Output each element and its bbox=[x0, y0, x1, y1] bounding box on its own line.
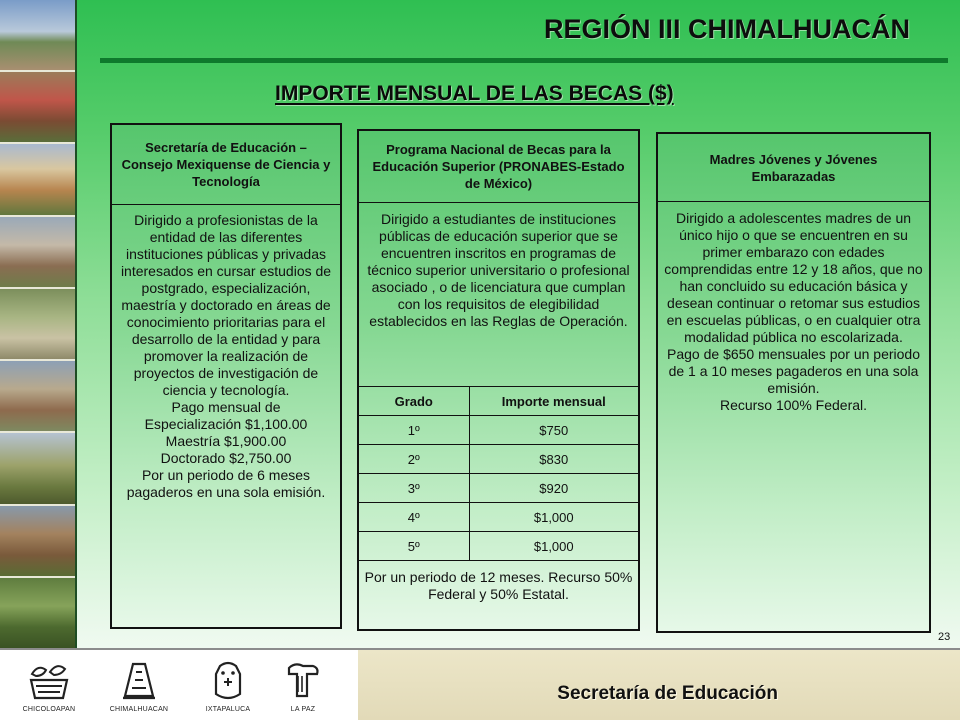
grado-cell: 4º bbox=[359, 503, 469, 532]
table-row bbox=[359, 474, 638, 503]
footer-brand-panel bbox=[358, 650, 960, 720]
footer bbox=[0, 648, 960, 720]
card-madres-description: Dirigido a adolescentes madres de un único hijo o que se encuentren en su primer embarazo con edades comprendidas entre 12 y 18 años, que no han concluido su educación básica y desean continuar o retomar sus estudios en escuelas públicas, o en cualquier otra modalidad pública no escolarizada. bbox=[664, 210, 923, 345]
photo-church-plaza bbox=[0, 0, 75, 72]
logo-la-paz bbox=[268, 660, 338, 713]
photo-old-church bbox=[0, 361, 75, 433]
photo-landscape bbox=[0, 433, 75, 505]
card-madres bbox=[656, 132, 931, 633]
card-madres-payment: Pago de $650 mensuales por un periodo de 1 a 10 meses pagaderos en una sola emisión. bbox=[667, 346, 920, 396]
card-secretaria-body bbox=[112, 205, 340, 501]
card-secretaria bbox=[110, 123, 342, 629]
table-row bbox=[359, 532, 638, 561]
grado-cell: 2º bbox=[359, 445, 469, 474]
card-secretaria-payment-title: Pago mensual de bbox=[171, 399, 281, 415]
grado-cell: 3º bbox=[359, 474, 469, 503]
page-number: 23 bbox=[938, 631, 951, 643]
col-importe: Importe mensual bbox=[469, 387, 638, 416]
card-secretaria-period: Por un periodo de 6 meses pagaderos en una sola emisión. bbox=[126, 467, 326, 500]
card-pronabes-description: Dirigido a estudiantes de instituciones públicas de educación superior que se encuentren inscritos en programas de técnico superior universitario o profesional asociado , o de licenciatura que cumplan con los requisitos de elegibilidad establecidos en las Reglas de Operación. bbox=[367, 211, 630, 329]
table-row bbox=[359, 503, 638, 532]
logo-chimalhuacan bbox=[104, 660, 174, 713]
card-secretaria-title: Secretaría de Educación – Consejo Mexiquense de Ciencia y Tecnología bbox=[112, 125, 340, 205]
card-pronabes bbox=[357, 129, 640, 631]
photo-church-facade bbox=[0, 217, 75, 289]
logo-label: IXTAPALUCA bbox=[205, 706, 251, 713]
footer-brand: Secretaría de Educación bbox=[557, 683, 778, 704]
page-title: IMPORTE MENSUAL DE LAS BECAS ($) bbox=[275, 82, 674, 105]
importe-cell: $1,000 bbox=[469, 532, 638, 561]
logo-label: LA PAZ bbox=[290, 706, 316, 713]
card-madres-resource: Recurso 100% Federal. bbox=[719, 397, 868, 413]
col-grado: Grado bbox=[359, 387, 469, 416]
amount-doctorado: Doctorado $2,750.00 bbox=[160, 450, 292, 466]
importe-cell: $920 bbox=[469, 474, 638, 503]
region-title: REGIÓN III CHIMALHUACÁN bbox=[544, 14, 910, 44]
table-row bbox=[359, 416, 638, 445]
chimalhuacan-glyph-icon bbox=[104, 660, 174, 704]
grade-table bbox=[359, 386, 638, 561]
card-secretaria-description: Dirigido a profesionistas de la entidad de las diferentes instituciones públicas y privadas interesados en cursar estudios de postgrado, especialización, maestría y doctorado en áreas de conocimiento prioritarias para el desarrollo de la entidad y para promover la realización de proyectos de investigación de ciencia y tecnología. bbox=[120, 212, 332, 398]
importe-cell: $830 bbox=[469, 445, 638, 474]
header-divider bbox=[100, 58, 948, 63]
card-pronabes-title: Programa Nacional de Becas para la Educación Superior (PRONABES-Estado de México) bbox=[359, 131, 638, 203]
grado-cell: 5º bbox=[359, 532, 469, 561]
photo-walkway bbox=[0, 289, 75, 361]
amount-especializacion: Especialización $1,100.00 bbox=[144, 416, 308, 432]
importe-cell: $750 bbox=[469, 416, 638, 445]
photo-ruins bbox=[0, 72, 75, 144]
photo-strip bbox=[0, 0, 77, 648]
card-madres-body bbox=[658, 202, 929, 414]
logo-label: CHICOLOAPAN bbox=[22, 706, 76, 713]
chicoloapan-glyph-icon bbox=[14, 660, 84, 704]
photo-hacienda bbox=[0, 506, 75, 578]
grado-cell: 1º bbox=[359, 416, 469, 445]
ixtapaluca-glyph-icon bbox=[193, 660, 263, 704]
importe-cell: $1,000 bbox=[469, 503, 638, 532]
card-pronabes-footer: Por un periodo de 12 meses. Recurso 50% Federal y 50% Estatal. bbox=[364, 569, 633, 602]
photo-church-towers bbox=[0, 144, 75, 216]
logo-ixtapaluca bbox=[193, 660, 263, 713]
logo-chicoloapan bbox=[14, 660, 84, 713]
table-row bbox=[359, 445, 638, 474]
la-paz-glyph-icon bbox=[268, 660, 338, 704]
card-madres-title: Madres Jóvenes y Jóvenes Embarazadas bbox=[658, 134, 929, 202]
photo-trees bbox=[0, 578, 75, 648]
amount-maestria: Maestría $1,900.00 bbox=[165, 433, 287, 449]
grade-table-header bbox=[359, 387, 638, 416]
logo-label: CHIMALHUACAN bbox=[109, 706, 169, 713]
